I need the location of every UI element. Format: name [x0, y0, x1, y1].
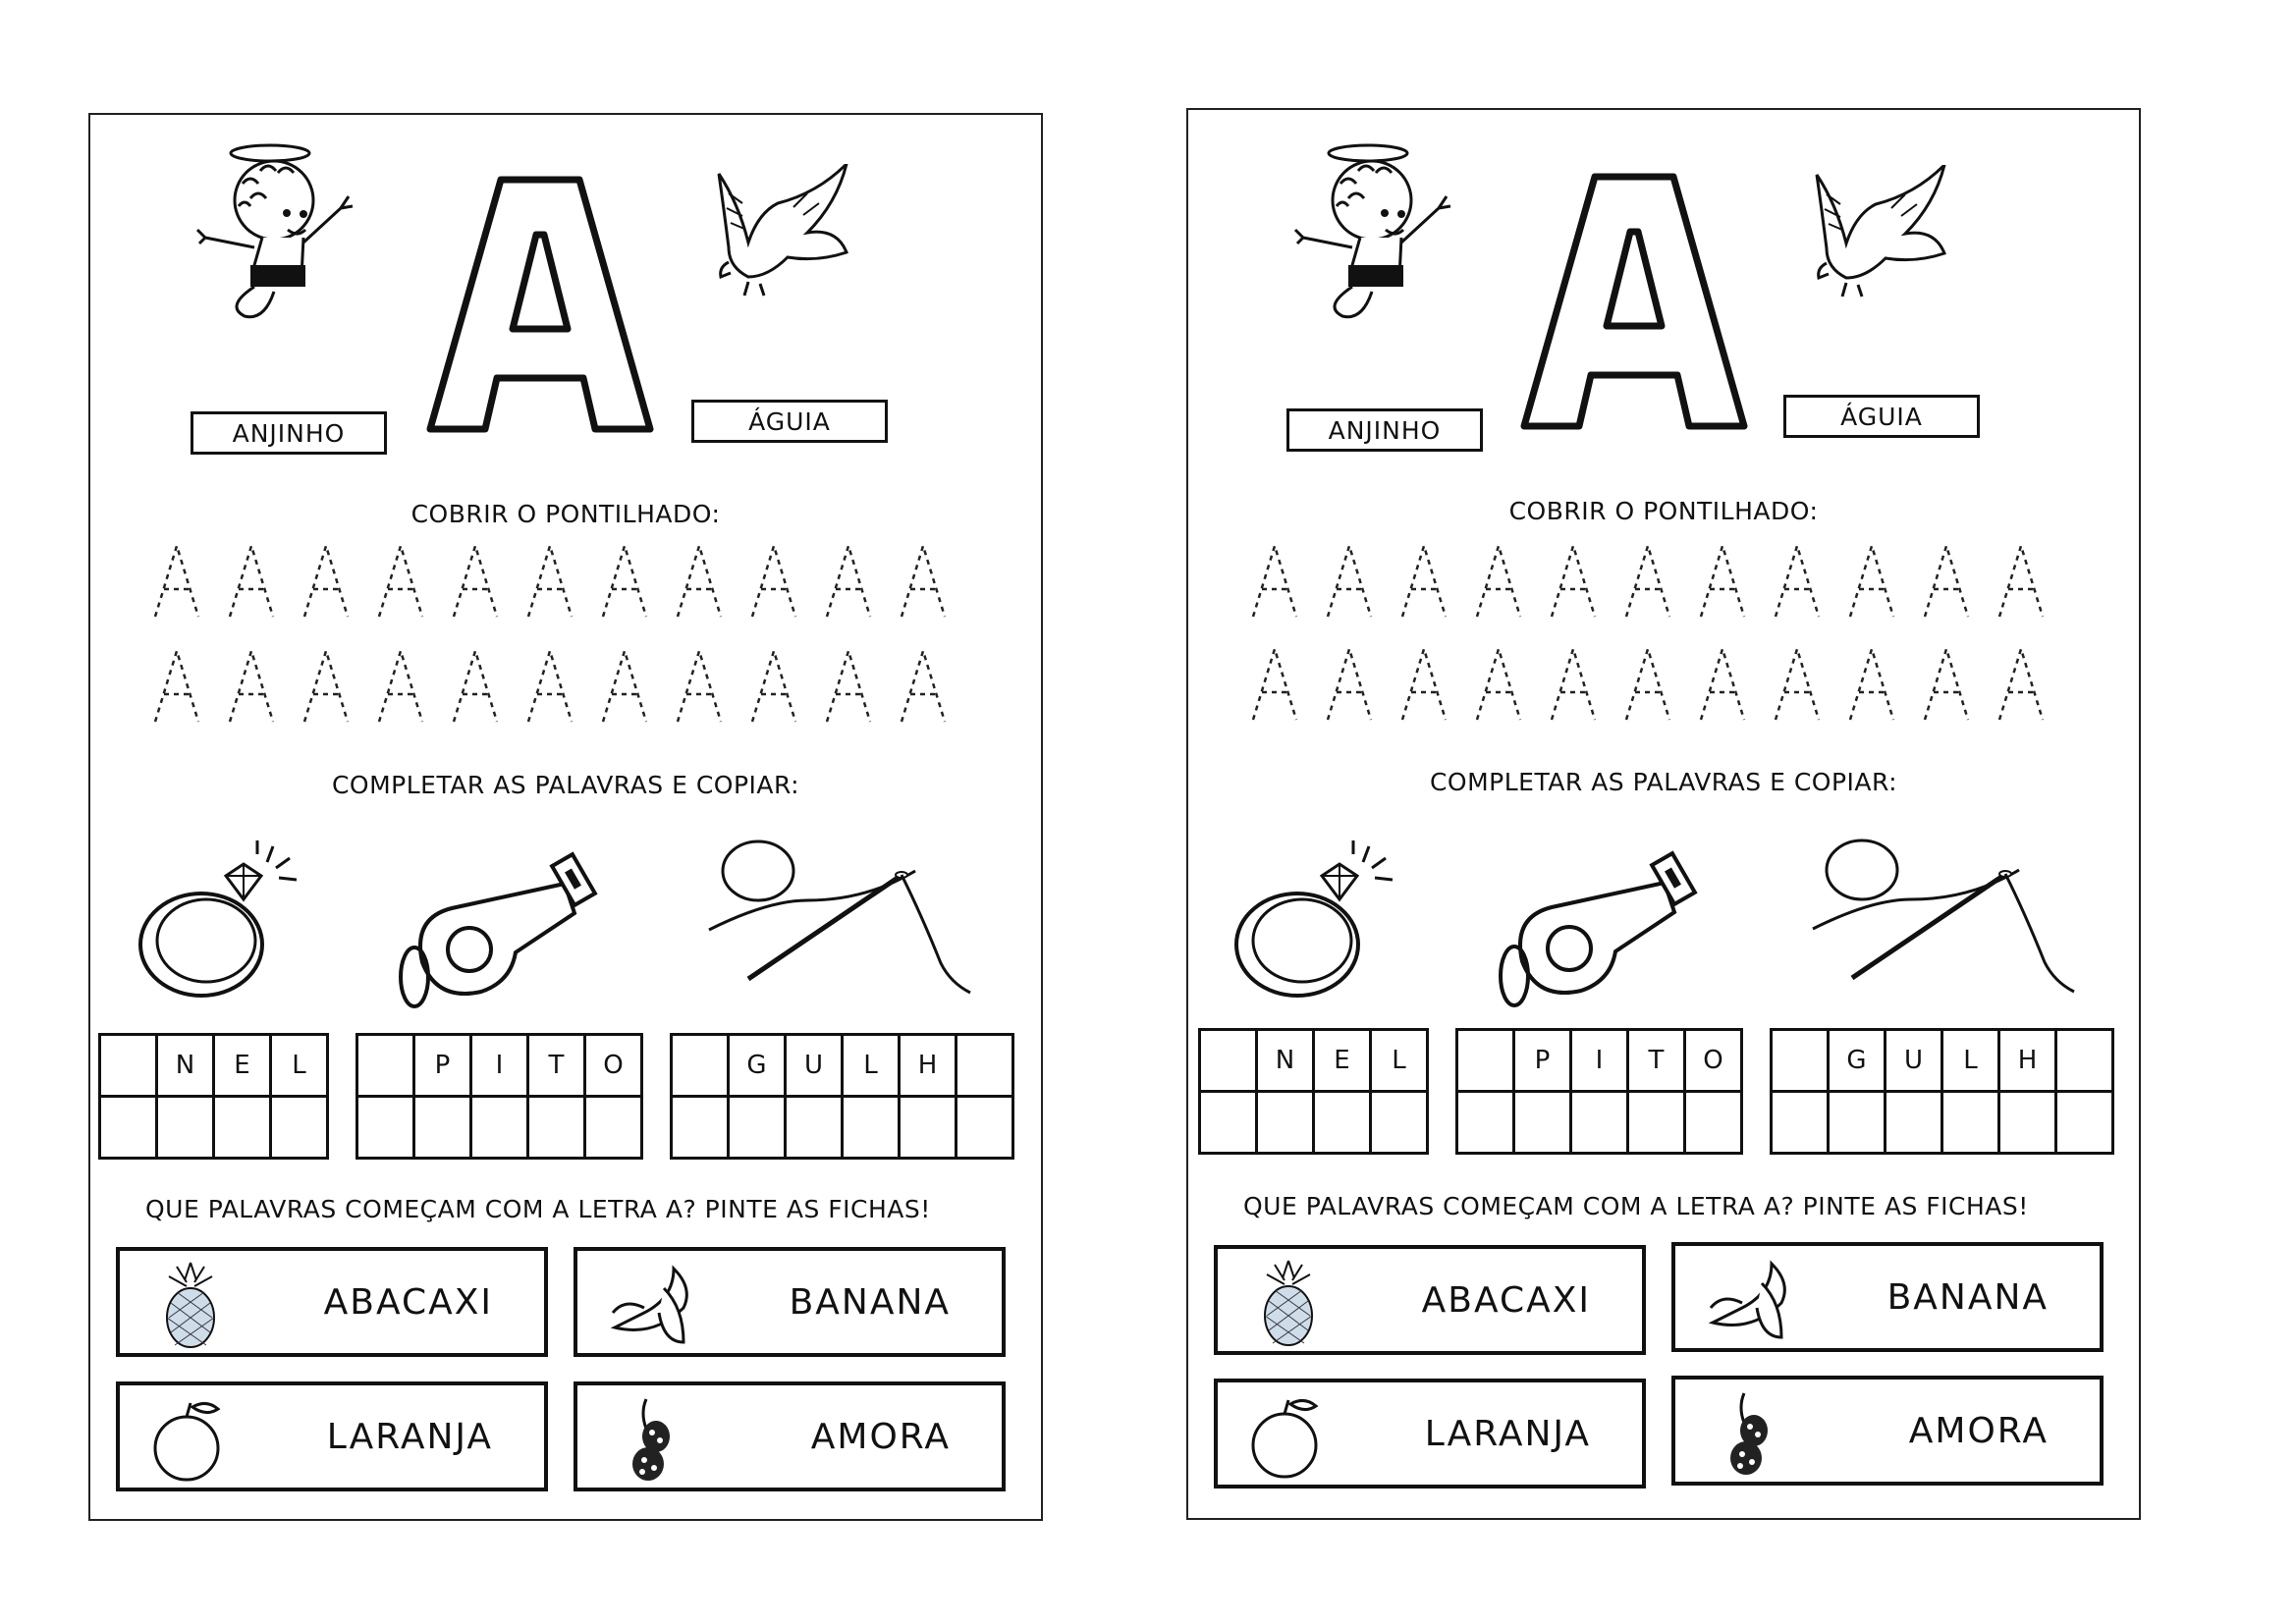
grid-cell[interactable]: L	[1371, 1030, 1428, 1092]
orange-icon	[147, 1393, 234, 1484]
grid-cell[interactable]	[1457, 1092, 1514, 1154]
grid-cell[interactable]	[1886, 1092, 1942, 1154]
pineapple-icon	[1245, 1257, 1332, 1347]
card-laranja[interactable]	[116, 1381, 548, 1491]
trace-letter[interactable]	[379, 651, 422, 722]
trace-letter[interactable]	[528, 651, 572, 722]
card-word: BANANA	[1886, 1276, 2049, 1318]
needle-icon	[699, 832, 994, 1018]
grid-cell[interactable]	[957, 1035, 1013, 1097]
blackberry-icon	[1703, 1387, 1789, 1478]
grid-cell[interactable]: G	[1829, 1030, 1886, 1092]
trace-letter[interactable]	[1999, 649, 2043, 720]
ring-icon	[128, 837, 324, 1013]
trace-letter[interactable]	[1552, 546, 1595, 617]
grid-cell[interactable]: H	[900, 1035, 957, 1097]
trace-letter[interactable]	[1552, 649, 1595, 720]
trace-letter[interactable]	[1925, 649, 1968, 720]
grid-cell[interactable]	[100, 1097, 157, 1159]
card-laranja[interactable]	[1214, 1379, 1646, 1489]
grid-cell[interactable]: U	[786, 1035, 843, 1097]
trace-letter[interactable]	[230, 546, 273, 617]
grid-cell[interactable]: T	[1628, 1030, 1685, 1092]
banana-icon	[605, 1259, 713, 1349]
grid-cell[interactable]	[1200, 1092, 1257, 1154]
grid-cell[interactable]	[471, 1097, 528, 1159]
whistle-icon	[393, 839, 599, 1016]
grid-cell[interactable]: P	[1514, 1030, 1571, 1092]
label-anjinho: ANJINHO	[1286, 408, 1483, 452]
grid-cell[interactable]	[1371, 1092, 1428, 1154]
grid-cell[interactable]	[585, 1097, 642, 1159]
blackberry-icon	[605, 1393, 691, 1484]
trace-letter[interactable]	[1328, 546, 1371, 617]
grid-cell[interactable]: L	[271, 1035, 328, 1097]
word-grid-2	[355, 1033, 643, 1160]
grid-cell[interactable]: O	[1685, 1030, 1742, 1092]
trace-letter[interactable]	[1626, 649, 1669, 720]
trace-letter[interactable]	[1402, 546, 1446, 617]
grid-cell[interactable]: L	[1942, 1030, 1999, 1092]
trace-letter[interactable]	[1402, 649, 1446, 720]
eagle-icon	[709, 164, 856, 301]
card-banana[interactable]	[574, 1247, 1006, 1357]
trace-letter[interactable]	[1477, 546, 1520, 617]
instruction-trace: COBRIR O PONTILHADO:	[410, 500, 721, 528]
trace-row-2	[1247, 645, 2072, 724]
eagle-icon	[1807, 165, 1954, 302]
orange-icon	[1245, 1390, 1332, 1481]
instruction-trace: COBRIR O PONTILHADO:	[1508, 497, 1819, 525]
trace-letter[interactable]	[1253, 649, 1296, 720]
instruction-question: QUE PALAVRAS COMEÇAM COM A LETRA A? PINTE AS FICHAS!	[1243, 1192, 2029, 1220]
word-grid-1	[1198, 1028, 1429, 1155]
grid-cell[interactable]	[672, 1097, 729, 1159]
grid-cell[interactable]	[729, 1097, 786, 1159]
word-grid-1	[98, 1033, 329, 1160]
grid-cell[interactable]	[2056, 1030, 2113, 1092]
card-word: LARANJA	[1424, 1413, 1591, 1454]
card-word: ABACAXI	[1421, 1279, 1591, 1321]
trace-letter[interactable]	[902, 546, 945, 617]
grid-cell[interactable]	[157, 1097, 214, 1159]
grid-cell[interactable]	[528, 1097, 585, 1159]
grid-cell[interactable]	[414, 1097, 471, 1159]
label-aguia: ÁGUIA	[1783, 395, 1980, 438]
trace-letter[interactable]	[528, 546, 572, 617]
angel-icon	[1291, 139, 1468, 321]
trace-row-1	[149, 542, 974, 621]
whistle-icon	[1493, 839, 1699, 1015]
word-grid-3	[1770, 1028, 2114, 1155]
grid-cell[interactable]: E	[214, 1035, 271, 1097]
grid-cell[interactable]	[900, 1097, 957, 1159]
grid-cell[interactable]	[1571, 1092, 1628, 1154]
grid-cell[interactable]	[357, 1097, 414, 1159]
trace-letter[interactable]	[678, 546, 721, 617]
card-word: BANANA	[789, 1281, 951, 1323]
ring-icon	[1224, 837, 1420, 1013]
card-word: ABACAXI	[323, 1281, 493, 1323]
trace-letter[interactable]	[902, 651, 945, 722]
instruction-complete: COMPLETAR AS PALAVRAS E COPIAR:	[331, 771, 800, 799]
trace-letter[interactable]	[752, 651, 795, 722]
trace-letter[interactable]	[1925, 546, 1968, 617]
trace-letter[interactable]	[603, 546, 646, 617]
grid-cell[interactable]	[786, 1097, 843, 1159]
grid-cell[interactable]	[1457, 1030, 1514, 1092]
trace-letter[interactable]	[678, 651, 721, 722]
grid-cell[interactable]: O	[585, 1035, 642, 1097]
grid-cell[interactable]	[1772, 1092, 1829, 1154]
trace-letter[interactable]	[379, 546, 422, 617]
grid-cell[interactable]: P	[414, 1035, 471, 1097]
label-aguia: ÁGUIA	[691, 400, 888, 443]
instruction-complete: COMPLETAR AS PALAVRAS E COPIAR:	[1429, 768, 1898, 796]
trace-letter[interactable]	[1999, 546, 2043, 617]
trace-letter[interactable]	[454, 546, 497, 617]
worksheet-page-2	[1186, 108, 2141, 1520]
card-word: AMORA	[1908, 1410, 2049, 1451]
trace-letter[interactable]	[1701, 649, 1744, 720]
grid-cell[interactable]: N	[157, 1035, 214, 1097]
grid-cell[interactable]	[1829, 1092, 1886, 1154]
grid-cell[interactable]: H	[1999, 1030, 2056, 1092]
card-amora[interactable]	[574, 1381, 1006, 1491]
trace-letter[interactable]	[1626, 546, 1669, 617]
grid-cell[interactable]	[1942, 1092, 1999, 1154]
trace-row-1	[1247, 542, 2072, 621]
trace-letter[interactable]	[1776, 546, 1819, 617]
grid-cell[interactable]	[2056, 1092, 2113, 1154]
word-grid-3	[670, 1033, 1014, 1160]
card-abacaxi[interactable]	[1214, 1245, 1646, 1355]
grid-cell[interactable]	[214, 1097, 271, 1159]
grid-cell[interactable]	[1628, 1092, 1685, 1154]
grid-cell[interactable]	[672, 1035, 729, 1097]
word-grid-2	[1455, 1028, 1743, 1155]
grid-cell[interactable]: N	[1257, 1030, 1314, 1092]
trace-letter[interactable]	[155, 546, 198, 617]
grid-cell[interactable]: U	[1886, 1030, 1942, 1092]
trace-letter[interactable]	[827, 546, 870, 617]
grid-cell[interactable]	[271, 1097, 328, 1159]
angel-icon	[193, 139, 370, 321]
card-abacaxi[interactable]	[116, 1247, 548, 1357]
trace-letter[interactable]	[155, 651, 198, 722]
trace-letter[interactable]	[230, 651, 273, 722]
trace-letter[interactable]	[1701, 546, 1744, 617]
grid-cell[interactable]: I	[471, 1035, 528, 1097]
grid-cell[interactable]: T	[528, 1035, 585, 1097]
trace-letter[interactable]	[304, 651, 348, 722]
label-anjinho: ANJINHO	[191, 411, 387, 455]
grid-cell[interactable]	[1772, 1030, 1829, 1092]
grid-cell[interactable]	[1257, 1092, 1314, 1154]
trace-letter[interactable]	[1776, 649, 1819, 720]
grid-cell[interactable]	[1685, 1092, 1742, 1154]
grid-cell[interactable]	[957, 1097, 1013, 1159]
grid-cell[interactable]	[1314, 1092, 1371, 1154]
big-letter-a	[1516, 169, 1752, 434]
trace-letter[interactable]	[454, 651, 497, 722]
grid-cell[interactable]	[357, 1035, 414, 1097]
grid-cell[interactable]	[843, 1097, 900, 1159]
card-word: LARANJA	[326, 1416, 493, 1457]
grid-cell[interactable]	[1999, 1092, 2056, 1154]
instruction-question: QUE PALAVRAS COMEÇAM COM A LETRA A? PINTE AS FICHAS!	[145, 1195, 931, 1223]
trace-letter[interactable]	[603, 651, 646, 722]
grid-cell[interactable]: G	[729, 1035, 786, 1097]
trace-letter[interactable]	[827, 651, 870, 722]
worksheet-page-1	[88, 113, 1043, 1521]
grid-cell[interactable]: E	[1314, 1030, 1371, 1092]
grid-cell[interactable]	[1200, 1030, 1257, 1092]
grid-cell[interactable]	[1514, 1092, 1571, 1154]
big-letter-a	[422, 172, 658, 437]
trace-row-2	[149, 647, 974, 726]
grid-cell[interactable]	[100, 1035, 157, 1097]
trace-letter[interactable]	[1328, 649, 1371, 720]
needle-icon	[1803, 831, 2098, 1017]
card-banana[interactable]	[1671, 1242, 2104, 1352]
trace-letter[interactable]	[1850, 546, 1893, 617]
card-amora[interactable]	[1671, 1376, 2104, 1486]
trace-letter[interactable]	[1253, 546, 1296, 617]
trace-letter[interactable]	[1477, 649, 1520, 720]
grid-cell[interactable]: L	[843, 1035, 900, 1097]
pineapple-icon	[147, 1259, 234, 1349]
trace-letter[interactable]	[752, 546, 795, 617]
card-word: AMORA	[810, 1416, 951, 1457]
banana-icon	[1703, 1254, 1811, 1344]
trace-letter[interactable]	[304, 546, 348, 617]
trace-letter[interactable]	[1850, 649, 1893, 720]
grid-cell[interactable]: I	[1571, 1030, 1628, 1092]
